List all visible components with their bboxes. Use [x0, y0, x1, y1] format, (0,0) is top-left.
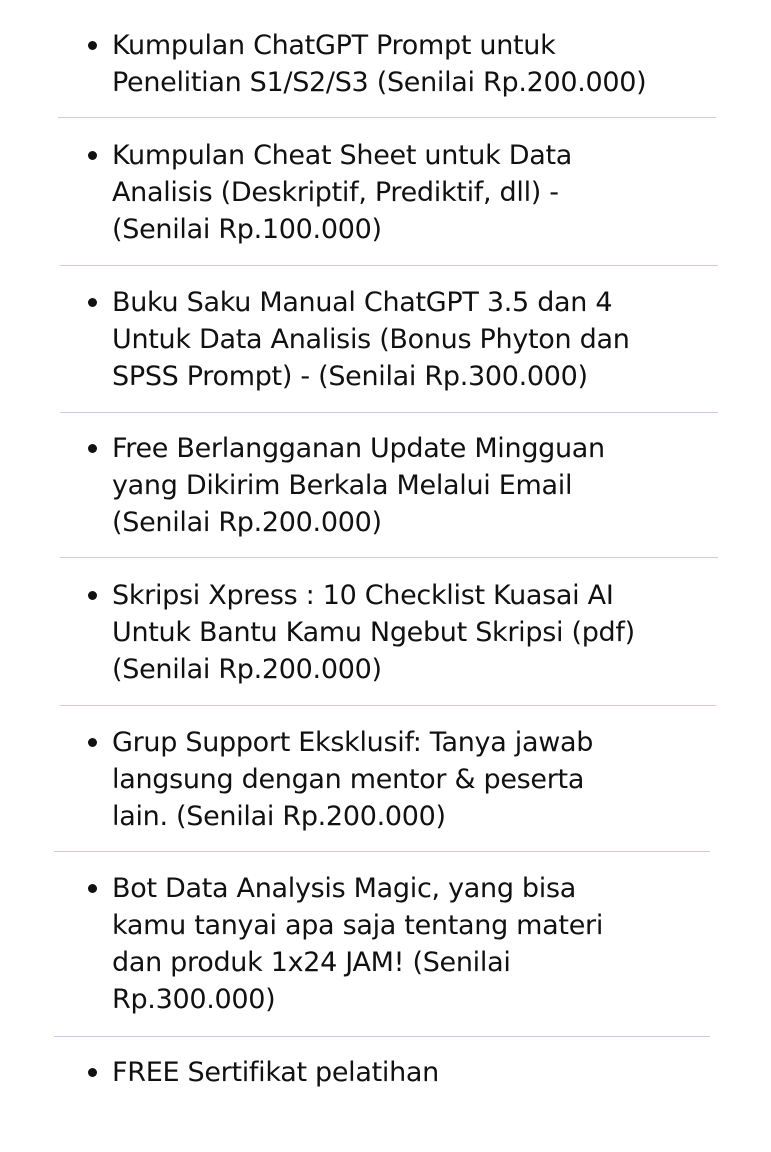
divider [60, 412, 718, 413]
list-item-line: (Senilai Rp.200.000) [112, 507, 382, 538]
list-item-line: dan produk 1x24 JAM! (Senilai [112, 947, 511, 978]
list-item-line: yang Dikirim Berkala Melalui Email [112, 470, 573, 501]
list-item-line: Bot Data Analysis Magic, yang bisa [112, 873, 576, 904]
list-item-text [112, 870, 712, 1018]
list-item-line: Skripsi Xpress : 10 Checklist Kuasai AI [112, 580, 614, 611]
list-item-line: kamu tanyai apa saja tentang materi [112, 910, 604, 941]
list-item-line: (Senilai Rp.200.000) [112, 654, 382, 685]
list-item-line: Analisis (Deskriptif, Prediktif, dll) - [112, 177, 559, 208]
list-item-text [112, 430, 712, 541]
list-item-text [112, 284, 712, 395]
list-item-line: Free Berlangganan Update Mingguan [112, 433, 605, 464]
bullet-icon [88, 151, 97, 160]
bullet-icon [88, 738, 97, 747]
divider [60, 265, 718, 266]
divider [60, 557, 718, 558]
list-item-text [112, 27, 712, 101]
list-item-text [112, 1054, 712, 1091]
list-item-line: Penelitian S1/S2/S3 (Senilai Rp.200.000) [112, 67, 647, 98]
list-item-line: Buku Saku Manual ChatGPT 3.5 dan 4 [112, 287, 613, 318]
divider [54, 1036, 710, 1037]
list-item-line: lain. (Senilai Rp.200.000) [112, 801, 446, 832]
bullet-icon [88, 298, 97, 307]
divider [54, 851, 710, 852]
list-item-text [112, 724, 712, 835]
list-item-line: langsung dengan mentor & peserta [112, 764, 585, 795]
list-item-line: SPSS Prompt) - (Senilai Rp.300.000) [112, 361, 588, 392]
list-item-line: Kumpulan ChatGPT Prompt untuk [112, 30, 556, 61]
bullet-icon [88, 591, 97, 600]
list-item-line: FREE Sertifikat pelatihan [112, 1057, 439, 1088]
bullet-icon [88, 884, 97, 893]
list-item-line: Rp.300.000) [112, 984, 276, 1015]
list-item-text [112, 577, 712, 688]
divider [60, 705, 716, 706]
list-item-line: Untuk Bantu Kamu Ngebut Skripsi (pdf) [112, 617, 635, 648]
bullet-icon [88, 41, 97, 50]
list-item-line: Grup Support Eksklusif: Tanya jawab [112, 727, 594, 758]
bullet-icon [88, 1068, 97, 1077]
list-item-line: (Senilai Rp.100.000) [112, 214, 382, 245]
bullet-icon [88, 444, 97, 453]
divider [58, 117, 716, 118]
list-item-line: Kumpulan Cheat Sheet untuk Data [112, 140, 573, 171]
list-item-line: Untuk Data Analisis (Bonus Phyton dan [112, 324, 630, 355]
list-item-text [112, 137, 712, 248]
